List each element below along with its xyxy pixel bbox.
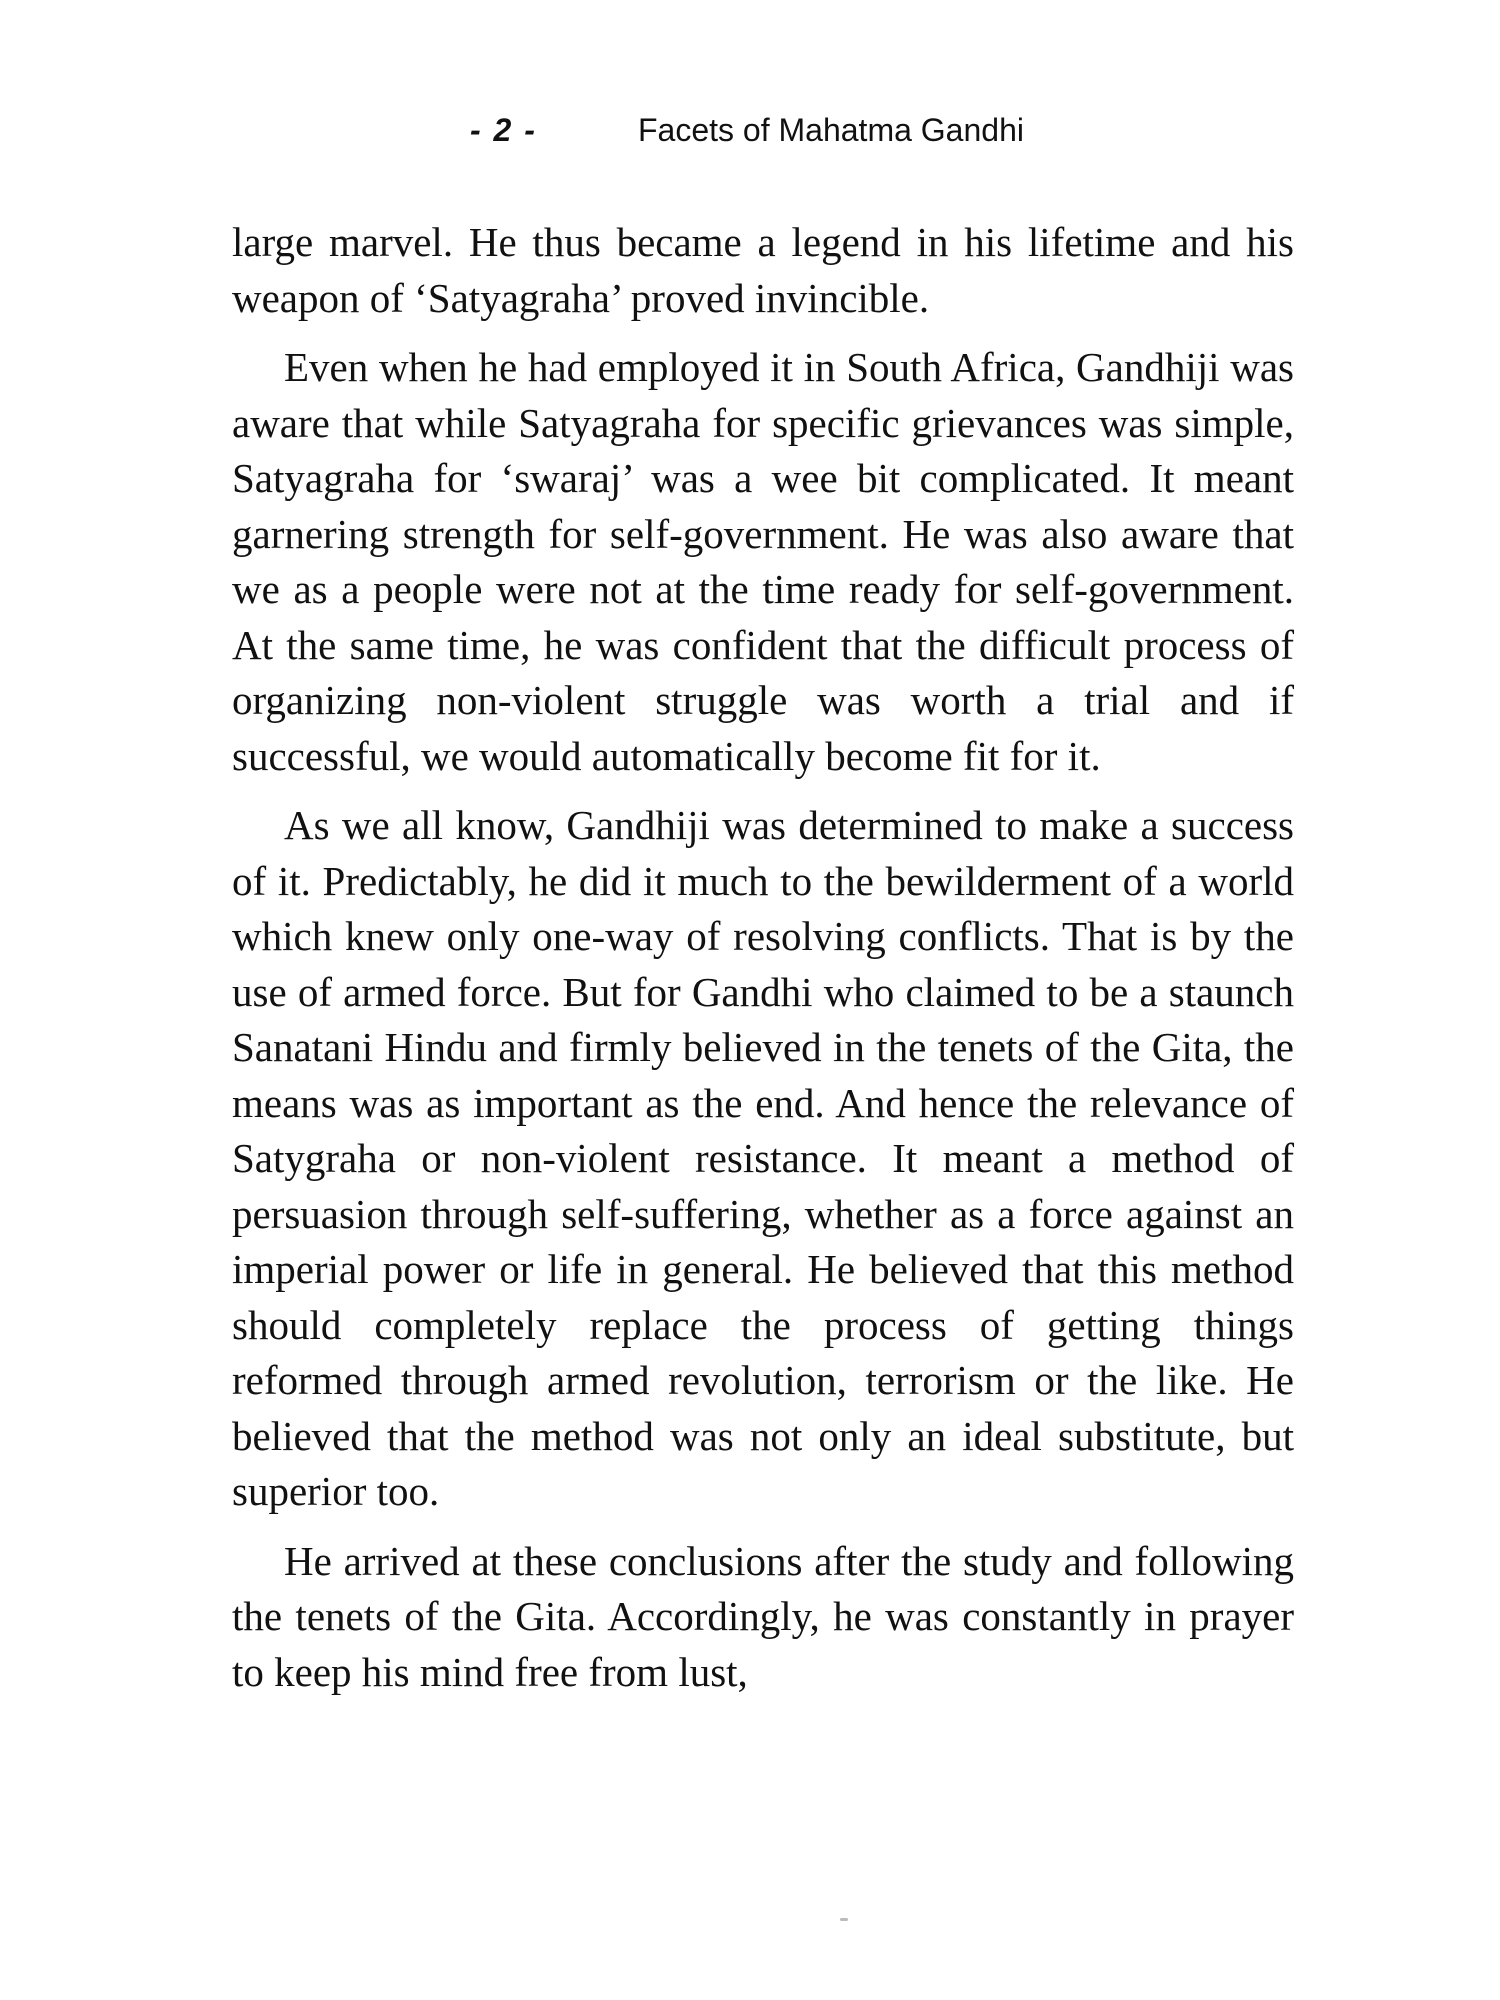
paragraph-continued: large marvel. He thus became a legend in his lifetime and his weapon of ‘Satyagraha’ proved invincible. — [232, 219, 1294, 321]
paragraph: Even when he had employed it in South Africa, Gandhiji was aware that while Satyagraha for specific grievances was simple, Satyagraha for ‘swaraj’ was a wee bit complicated. It meant garnering strength for self-government. He was also aware that we as a people were not at the time ready for self-government. At the same time, he was confident that the difficult process of organizing non-violent struggle was worth a trial and if successful, we would automatically become fit for it. — [232, 344, 1294, 779]
paragraph: As we all know, Gandhiji was determined to make a success of it. Predictably, he did it much to the bewilderment of a world which knew only one-way of resolving conflicts. That is by the use of armed force. But for Gandhi who claimed to be a staunch Sanatani Hindu and firmly believed in the tenets of the Gita, the means was as important as the end. And hence the relevance of Satygraha or non-violent resistance. It meant a method of persuasion through self-suffering, whether as a force against an imperial power or life in general. He believed that this method should completely replace the process of getting things reformed through armed revolution, terrorism or the like. He believed that the method was not only an ideal substitute, but superior too. — [232, 802, 1294, 1514]
running-header — [0, 112, 1500, 162]
scan-speck — [840, 1918, 848, 1921]
body-text — [232, 215, 1294, 1714]
page-number: - 2 - — [470, 112, 537, 148]
book-title: Facets of Mahatma Gandhi — [638, 112, 1024, 148]
paragraph: He arrived at these conclusions after the study and following the tenets of the Gita. Accordingly, he was constantly in prayer to keep his mind free from lust, — [232, 1537, 1294, 1695]
